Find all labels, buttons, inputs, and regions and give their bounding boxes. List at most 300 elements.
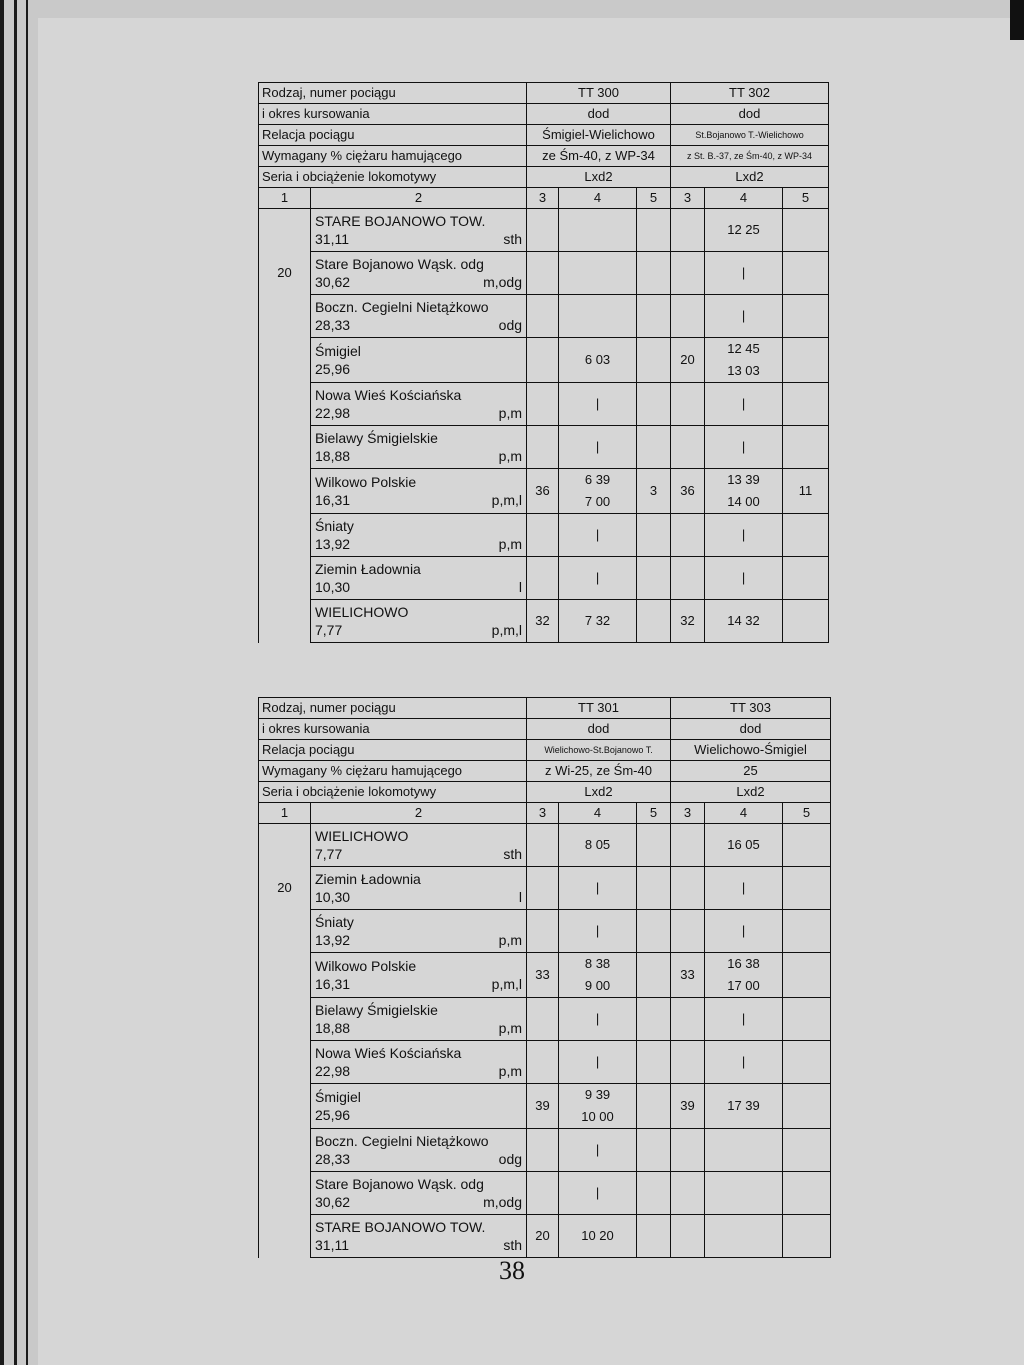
time-value	[640, 262, 667, 284]
page-number: 38	[499, 1256, 525, 1285]
time-cell	[705, 824, 783, 867]
time-cell	[671, 252, 705, 295]
column-number: 2	[311, 188, 527, 209]
speed-cell	[259, 1041, 311, 1084]
time-value	[640, 610, 667, 632]
station-flags: m,odg	[483, 1194, 523, 1210]
timetable-2	[258, 697, 831, 1258]
time-cell	[559, 1084, 637, 1129]
speed-cell: 20	[259, 252, 311, 295]
page-edge	[0, 0, 4, 1365]
header-row	[259, 104, 829, 125]
time-cell	[527, 867, 559, 910]
page-edge	[26, 0, 28, 1365]
speed-cell	[259, 426, 311, 469]
time-value: 17 00	[727, 978, 760, 993]
time-cell	[705, 910, 783, 953]
time-value: 7 00	[584, 494, 611, 509]
station-row	[259, 557, 829, 600]
time-cell	[671, 998, 705, 1041]
header-row	[259, 167, 829, 188]
station-km: 22,98	[315, 1063, 351, 1079]
station-km-line	[315, 1106, 522, 1124]
time-cell	[637, 910, 671, 953]
station-km: 13,92	[315, 932, 351, 948]
time-cell	[705, 338, 783, 383]
column-number: 4	[559, 803, 637, 824]
time-cell	[559, 514, 637, 557]
time-value	[674, 1008, 701, 1030]
column-number: 5	[637, 188, 671, 209]
station-name: Śmigiel	[315, 343, 361, 359]
time-value	[640, 1182, 667, 1204]
time-cell	[559, 1172, 637, 1215]
station-row	[259, 514, 829, 557]
time-value	[786, 524, 825, 546]
time-cell	[705, 953, 783, 998]
time-cell	[671, 295, 705, 338]
column-number: 4	[705, 188, 783, 209]
time-value: 7 32	[584, 613, 611, 628]
time-cell	[671, 1215, 705, 1258]
time-value: 8 38	[584, 956, 611, 971]
header-row	[259, 146, 829, 167]
time-value: 9 39	[584, 1087, 611, 1102]
time-value: |	[741, 570, 746, 585]
time-cell	[559, 867, 637, 910]
train-period: dod	[527, 104, 671, 125]
time-cell	[705, 209, 783, 252]
station-cell	[311, 383, 527, 426]
station-row	[259, 295, 829, 338]
time-value	[640, 1008, 667, 1030]
time-value: |	[741, 1011, 746, 1026]
time-cell	[637, 953, 671, 998]
time-cell	[705, 252, 783, 295]
station-km: 7,77	[315, 622, 343, 638]
column-number: 5	[783, 188, 829, 209]
time-value: |	[741, 880, 746, 895]
time-cell	[671, 557, 705, 600]
station-flags: sth	[503, 1237, 523, 1253]
station-row	[259, 383, 829, 426]
station-km-line	[315, 316, 522, 334]
time-value	[530, 436, 555, 458]
time-cell	[671, 1084, 705, 1129]
train-period: dod	[671, 104, 829, 125]
station-km-line	[315, 621, 522, 639]
station-name: Śniaty	[315, 518, 354, 534]
station-flags: odg	[498, 317, 523, 333]
station-name: STARE BOJANOWO TOW.	[315, 213, 486, 229]
station-row	[259, 910, 831, 953]
speed-cell	[259, 469, 311, 514]
time-cell	[527, 1215, 559, 1258]
time-cell	[671, 338, 705, 383]
station-row	[259, 338, 829, 383]
time-cell	[783, 514, 829, 557]
time-value	[674, 524, 701, 546]
station-cell	[311, 953, 527, 998]
time-cell	[637, 469, 671, 514]
station-flags: sth	[503, 231, 523, 247]
time-value: 9 00	[584, 978, 611, 993]
train-relation: Śmigiel-Wielichowo	[527, 125, 671, 146]
time-value	[530, 219, 555, 241]
station-km-line	[315, 578, 522, 596]
time-value: 13 03	[727, 363, 760, 378]
time-value: 6 03	[584, 352, 611, 367]
time-cell	[527, 953, 559, 998]
time-cell	[559, 998, 637, 1041]
page-edge	[14, 0, 17, 1365]
time-value	[708, 1182, 779, 1204]
station-km: 7,77	[315, 846, 343, 862]
time-cell	[527, 295, 559, 338]
station-flags: l	[518, 889, 523, 905]
train-braking: ze Śm-40, z WP-34	[527, 146, 671, 167]
station-flags: p,m	[498, 932, 523, 948]
time-cell	[527, 1041, 559, 1084]
train-number: TT 302	[671, 83, 829, 104]
station-name: Stare Bojanowo Wąsk. odg	[315, 1176, 484, 1192]
time-value: 10 20	[581, 1228, 614, 1243]
time-value: 20	[535, 1228, 550, 1243]
station-row	[259, 867, 831, 910]
time-value: |	[741, 923, 746, 938]
time-cell	[705, 1041, 783, 1084]
station-flags: p,m,l	[491, 492, 523, 508]
time-cell	[527, 383, 559, 426]
time-value	[530, 305, 555, 327]
time-value	[640, 920, 667, 942]
time-value	[640, 1095, 667, 1117]
speed-cell	[259, 600, 311, 643]
time-value	[640, 964, 667, 986]
time-cell	[705, 469, 783, 514]
time-value	[530, 567, 555, 589]
time-value: |	[595, 880, 600, 895]
station-km: 30,62	[315, 274, 351, 290]
time-value	[674, 834, 701, 856]
time-value	[786, 877, 827, 899]
station-km-line	[315, 230, 522, 248]
station-km-line	[315, 273, 522, 291]
station-name: Śniaty	[315, 914, 354, 930]
time-cell	[637, 824, 671, 867]
time-cell	[527, 426, 559, 469]
station-name: Śmigiel	[315, 1089, 361, 1105]
time-value	[708, 1139, 779, 1161]
time-cell	[637, 1041, 671, 1084]
train-number: TT 301	[527, 698, 671, 719]
station-cell	[311, 1215, 527, 1258]
station-row	[259, 1084, 831, 1129]
station-km-line	[315, 1193, 522, 1211]
time-value: |	[741, 439, 746, 454]
time-value	[562, 262, 633, 284]
time-cell	[559, 469, 637, 514]
time-value: |	[741, 527, 746, 542]
time-cell	[783, 1084, 831, 1129]
time-value	[640, 305, 667, 327]
station-flags: p,m,l	[491, 622, 523, 638]
station-km: 28,33	[315, 1151, 351, 1167]
station-flags: p,m,l	[491, 976, 523, 992]
station-km-line	[315, 447, 522, 465]
train-loco: Lxd2	[527, 167, 671, 188]
time-value	[786, 920, 827, 942]
speed-cell	[259, 824, 311, 867]
station-flags: p,m	[498, 1063, 523, 1079]
station-km: 25,96	[315, 361, 351, 377]
time-cell	[671, 426, 705, 469]
time-value	[786, 834, 827, 856]
time-value	[674, 567, 701, 589]
time-cell	[783, 383, 829, 426]
time-cell	[637, 383, 671, 426]
station-cell	[311, 998, 527, 1041]
time-value	[530, 1182, 555, 1204]
time-cell	[671, 1129, 705, 1172]
time-cell	[671, 867, 705, 910]
time-cell	[559, 1215, 637, 1258]
station-cell	[311, 1172, 527, 1215]
station-km-line	[315, 931, 522, 949]
time-value: |	[741, 265, 746, 280]
time-cell	[783, 1215, 831, 1258]
time-value	[786, 1008, 827, 1030]
time-value	[640, 1051, 667, 1073]
time-value: 11	[798, 483, 813, 498]
time-cell	[671, 1172, 705, 1215]
time-cell	[559, 910, 637, 953]
time-value: |	[595, 570, 600, 585]
train-relation: St.Bojanowo T.-Wielichowo	[671, 125, 829, 146]
header-label: Relacja pociągu	[259, 740, 527, 761]
time-cell	[637, 1215, 671, 1258]
station-row	[259, 252, 829, 295]
time-cell	[783, 469, 829, 514]
station-cell	[311, 600, 527, 643]
time-value	[786, 964, 827, 986]
station-km: 16,31	[315, 976, 351, 992]
header-label: Wymagany % ciężaru hamującego	[259, 761, 527, 782]
time-cell	[783, 600, 829, 643]
time-value: 16 38	[727, 956, 760, 971]
time-cell	[637, 600, 671, 643]
time-value: 12 45	[727, 341, 760, 356]
station-flags: l	[518, 579, 523, 595]
station-km: 31,11	[315, 1237, 349, 1253]
header-label: Wymagany % ciężaru hamującego	[259, 146, 527, 167]
time-cell	[527, 910, 559, 953]
train-braking: 25	[671, 761, 831, 782]
speed-cell	[259, 1129, 311, 1172]
station-name: Boczn. Cegielni Nietążkowo	[315, 1133, 489, 1149]
time-value	[530, 1008, 555, 1030]
time-value	[640, 834, 667, 856]
column-number: 4	[559, 188, 637, 209]
time-cell	[637, 209, 671, 252]
time-value: |	[741, 308, 746, 323]
station-km: 28,33	[315, 317, 351, 333]
station-flags: odg	[498, 1151, 523, 1167]
time-cell	[637, 1129, 671, 1172]
station-cell	[311, 514, 527, 557]
time-cell	[559, 338, 637, 383]
header-row	[259, 125, 829, 146]
time-cell	[783, 209, 829, 252]
time-cell	[783, 557, 829, 600]
time-cell	[705, 514, 783, 557]
time-value: 32	[680, 613, 695, 628]
time-cell	[671, 514, 705, 557]
column-number: 1	[259, 188, 311, 209]
speed-cell	[259, 338, 311, 383]
station-cell	[311, 209, 527, 252]
header-row	[259, 83, 829, 104]
time-cell	[671, 1041, 705, 1084]
column-number: 5	[783, 803, 831, 824]
time-value	[640, 393, 667, 415]
time-cell	[637, 998, 671, 1041]
time-value	[786, 262, 825, 284]
time-value: 36	[680, 483, 695, 498]
time-value	[640, 219, 667, 241]
time-cell	[705, 1084, 783, 1129]
header-label: Rodzaj, numer pociągu	[259, 698, 527, 719]
time-value	[786, 1225, 827, 1247]
column-number: 3	[671, 188, 705, 209]
station-row	[259, 1215, 831, 1258]
column-number: 2	[311, 803, 527, 824]
speed-cell	[259, 383, 311, 426]
time-cell	[705, 1172, 783, 1215]
speed-cell	[259, 910, 311, 953]
header-row	[259, 761, 831, 782]
time-value	[530, 1051, 555, 1073]
speed-cell	[259, 1172, 311, 1215]
station-cell	[311, 1129, 527, 1172]
time-value: 16 05	[727, 837, 760, 852]
time-cell	[527, 824, 559, 867]
train-number: TT 303	[671, 698, 831, 719]
time-value	[530, 1139, 555, 1161]
station-cell	[311, 867, 527, 910]
column-number: 5	[637, 803, 671, 824]
time-cell	[671, 469, 705, 514]
time-value	[530, 920, 555, 942]
station-km: 18,88	[315, 1020, 351, 1036]
station-name: Ziemin Ładownia	[315, 871, 421, 887]
time-value	[786, 1095, 827, 1117]
station-name: Wilkowo Polskie	[315, 474, 417, 490]
station-km: 10,30	[315, 889, 351, 905]
time-value	[674, 1182, 701, 1204]
time-cell	[637, 1084, 671, 1129]
station-flags: p,m	[498, 1020, 523, 1036]
time-value	[530, 877, 555, 899]
time-cell	[705, 295, 783, 338]
station-cell	[311, 338, 527, 383]
time-cell	[637, 338, 671, 383]
time-cell	[559, 600, 637, 643]
time-cell	[527, 998, 559, 1041]
speed-cell	[259, 998, 311, 1041]
time-value: 33	[680, 967, 695, 982]
station-flags: p,m	[498, 536, 523, 552]
time-value	[640, 1139, 667, 1161]
time-value	[786, 305, 825, 327]
time-cell	[705, 1215, 783, 1258]
time-cell	[671, 383, 705, 426]
time-value: 20	[680, 352, 695, 367]
time-value: |	[595, 923, 600, 938]
time-value	[674, 1051, 701, 1073]
time-cell	[559, 953, 637, 998]
station-cell	[311, 252, 527, 295]
station-km-line	[315, 1236, 522, 1254]
time-cell	[527, 209, 559, 252]
time-value	[530, 262, 555, 284]
station-cell	[311, 295, 527, 338]
station-km: 30,62	[315, 1194, 351, 1210]
speed-cell	[259, 209, 311, 252]
time-value: 10 00	[581, 1109, 614, 1124]
station-km: 22,98	[315, 405, 351, 421]
train-loco: Lxd2	[671, 782, 831, 803]
station-name: Bielawy Śmigielskie	[315, 430, 438, 446]
time-cell	[671, 600, 705, 643]
header-row	[259, 719, 831, 740]
speed-cell	[259, 557, 311, 600]
train-period: dod	[527, 719, 671, 740]
page-corner	[1010, 0, 1024, 40]
time-value: |	[595, 1011, 600, 1026]
time-cell	[671, 910, 705, 953]
time-value	[786, 349, 825, 371]
time-cell	[637, 252, 671, 295]
time-value	[530, 393, 555, 415]
time-value: 36	[535, 483, 550, 498]
time-cell	[783, 252, 829, 295]
time-value	[640, 524, 667, 546]
station-km-line	[315, 1062, 522, 1080]
station-flags: sth	[503, 846, 523, 862]
time-cell	[783, 1041, 831, 1084]
time-cell	[527, 469, 559, 514]
time-cell	[559, 824, 637, 867]
time-value: 12 25	[727, 222, 760, 237]
station-row	[259, 469, 829, 514]
time-value: 33	[535, 967, 550, 982]
header-label: Seria i obciążenie lokomotywy	[259, 782, 527, 803]
station-row	[259, 1129, 831, 1172]
time-value	[786, 1139, 827, 1161]
station-name: Boczn. Cegielni Nietążkowo	[315, 299, 489, 315]
station-km-line	[315, 845, 522, 863]
time-value: |	[741, 396, 746, 411]
time-value	[708, 1225, 779, 1247]
station-row	[259, 953, 831, 998]
station-name: Bielawy Śmigielskie	[315, 1002, 438, 1018]
train-number: TT 300	[527, 83, 671, 104]
station-row	[259, 426, 829, 469]
time-value: 6 39	[584, 472, 611, 487]
train-braking: z Wi-25, ze Śm-40	[527, 761, 671, 782]
station-km: 10,30	[315, 579, 351, 595]
